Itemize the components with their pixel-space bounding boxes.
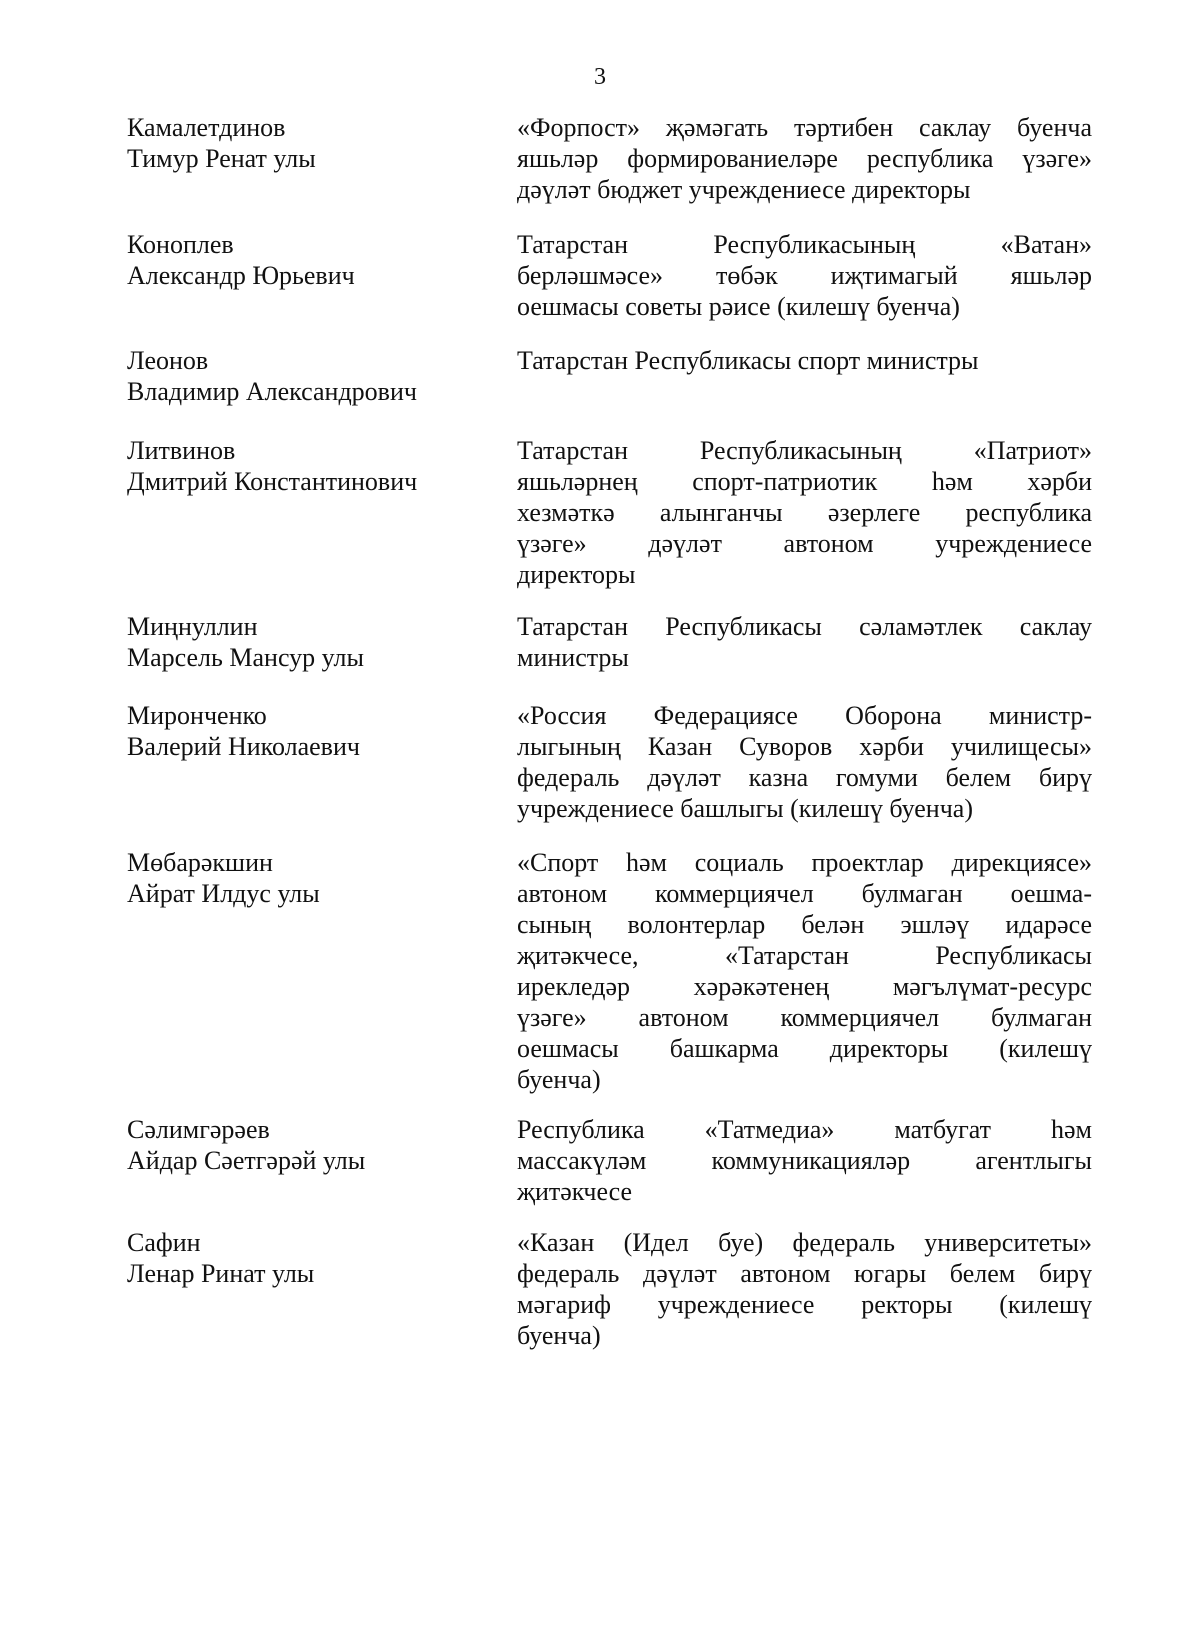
member-name: [127, 112, 487, 174]
position-line: учреждениесе башлыгы (килешү буенча): [517, 794, 973, 823]
position-line: үзәге» дәүләт автоном учреждениесе: [517, 529, 1092, 558]
member-name: [127, 611, 487, 673]
position-line: сының волонтерлар белән эшләү идарәсе: [517, 910, 1092, 939]
position-line: оешмасы советы рәисе (килешү буенча): [517, 292, 960, 321]
member-given-name: Айдар Сәетгәрәй улы: [127, 1146, 366, 1175]
position-line: лыгының Казан Суворов хәрби училищесы»: [517, 732, 1092, 761]
position-line: Татарстан Республикасының «Патриот»: [517, 436, 1092, 465]
member-surname: Литвинов: [127, 436, 236, 465]
member-position: [517, 1114, 1092, 1207]
position-line: үзәге» автоном коммерциячел булмаган: [517, 1003, 1092, 1032]
position-line: Татарстан Республикасының «Ватан»: [517, 230, 1092, 259]
member-position: [517, 112, 1092, 205]
member-position: [517, 229, 1092, 322]
member-name: [127, 435, 487, 497]
member-surname: Сәлимгәрәев: [127, 1115, 270, 1144]
member-position: [517, 847, 1092, 1095]
position-line: директоры: [517, 560, 636, 589]
member-given-name: Александр Юрьевич: [127, 261, 355, 290]
member-surname: Мөбарәкшин: [127, 848, 273, 877]
position-line: массакүләм коммуникацияләр агентлыгы: [517, 1146, 1092, 1175]
member-given-name: Валерий Николаевич: [127, 732, 360, 761]
position-line: хезмәткә алынганчы әзерлеге республика: [517, 498, 1092, 527]
member-position: [517, 345, 1092, 376]
position-line: «Россия Федерациясе Оборона министр-: [517, 701, 1092, 730]
member-surname: Леонов: [127, 346, 209, 375]
position-line: дәүләт бюджет учреждениесе директоры: [517, 175, 971, 204]
member-position: [517, 1227, 1092, 1351]
member-given-name: Дмитрий Константинович: [127, 467, 418, 496]
position-line: Татарстан Республикасы сәламәтлек саклау: [517, 612, 1092, 641]
member-surname: Миронченко: [127, 701, 267, 730]
position-line: федераль дәүләт казна гомуми белем бирү: [517, 763, 1092, 792]
position-line: җитәкчесе, «Татарстан Республикасы: [517, 941, 1092, 970]
member-name: [127, 345, 487, 407]
page-number: 3: [594, 64, 606, 90]
position-line: җитәкчесе: [517, 1177, 633, 1206]
position-line: «Форпост» җәмәгать тәртибен саклау буенча: [517, 113, 1092, 142]
member-position: [517, 611, 1092, 673]
member-name: [127, 700, 487, 762]
member-given-name: Айрат Илдус улы: [127, 879, 320, 908]
member-given-name: Тимур Ренат улы: [127, 144, 316, 173]
member-name: [127, 1114, 487, 1176]
member-name: [127, 1227, 487, 1289]
position-line: ирекледәр хәрәкәтенең мәгълүмат-ресурс: [517, 972, 1092, 1001]
member-surname: Миңнуллин: [127, 612, 258, 641]
position-line: яшьләр формированиеләре республика үзәге»: [517, 144, 1092, 173]
member-name: [127, 847, 487, 909]
position-line: мәгариф учреждениесе ректоры (килешү: [517, 1290, 1092, 1319]
position-line: буенча): [517, 1065, 601, 1094]
position-line: Татарстан Республикасы спорт министры: [517, 346, 979, 375]
position-line: яшьләрнең спорт-патриотик һәм хәрби: [517, 467, 1092, 496]
position-line: Республика «Татмедиа» матбугат һәм: [517, 1115, 1092, 1144]
position-line: министры: [517, 643, 629, 672]
position-line: «Казан (Идел буе) федераль университеты»: [517, 1228, 1092, 1257]
member-surname: Камалетдинов: [127, 113, 286, 142]
position-line: берләшмәсе» төбәк иҗтимагый яшьләр: [517, 261, 1092, 290]
member-position: [517, 435, 1092, 590]
member-given-name: Ленар Ринат улы: [127, 1259, 315, 1288]
member-given-name: Марсель Мансур улы: [127, 643, 364, 672]
member-surname: Сафин: [127, 1228, 201, 1257]
position-line: буенча): [517, 1321, 601, 1350]
member-surname: Коноплев: [127, 230, 234, 259]
position-line: автоном коммерциячел булмаган оешма-: [517, 879, 1092, 908]
position-line: федераль дәүләт автоном югары белем бирү: [517, 1259, 1092, 1288]
member-name: [127, 229, 487, 291]
member-position: [517, 700, 1092, 824]
position-line: «Спорт һәм социаль проектлар дирекциясе»: [517, 848, 1092, 877]
member-given-name: Владимир Александрович: [127, 377, 417, 406]
position-line: оешмасы башкарма директоры (килешү: [517, 1034, 1092, 1063]
